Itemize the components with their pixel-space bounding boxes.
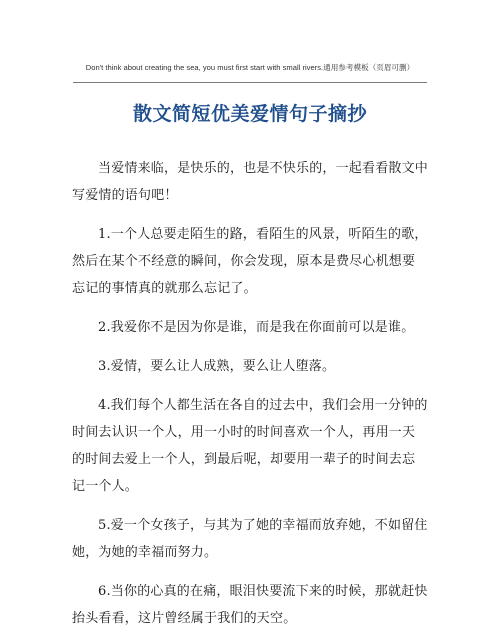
quote-paragraph-4: 4.我们每个人都生活在各自的过去中，我们会用一分钟的时间去认识一个人，用一小时的时间喜欢一个人，再用一天的时间去爱上一个人，到最后呢，却要用一辈子的时间去忘记一个人。 bbox=[72, 398, 428, 494]
document-title: 散文简短优美爱情句子摘抄 bbox=[132, 103, 367, 125]
quote-paragraph-2: 2.我爱你不是因为你是谁，而是我在你面前可以是谁。 bbox=[98, 320, 415, 335]
header-divider bbox=[73, 82, 427, 83]
quote-paragraph-5: 5.爱一个女孩子，与其为了她的幸福而放弃她，不如留住她，为她的幸福而努力。 bbox=[72, 518, 428, 560]
intro-paragraph: 当爱情来临，是快乐的，也是不快乐的，一起看看散文中写爱情的语句吧！ bbox=[72, 161, 429, 203]
page-header: Don't think about creating the sea, you must first start with small rivers.通用参考模板（页眉可删） bbox=[85, 63, 415, 72]
document-body bbox=[72, 155, 428, 644]
quote-paragraph-6: 6.当你的心真的在痛，眼泪快要流下来的时候，那就赶快抬头看看，这片曾经属于我们的天空。 bbox=[72, 584, 428, 626]
quote-paragraph-3: 3.爱情，要么让人成熟，要么让人堕落。 bbox=[98, 359, 336, 374]
quote-paragraph-1: 1.一个人总要走陌生的路，看陌生的风景，听陌生的歌，然后在某个不经意的瞬间，你会发现，原本是费尽心机想要忘记的事情真的就那么忘记了。 bbox=[72, 227, 428, 296]
